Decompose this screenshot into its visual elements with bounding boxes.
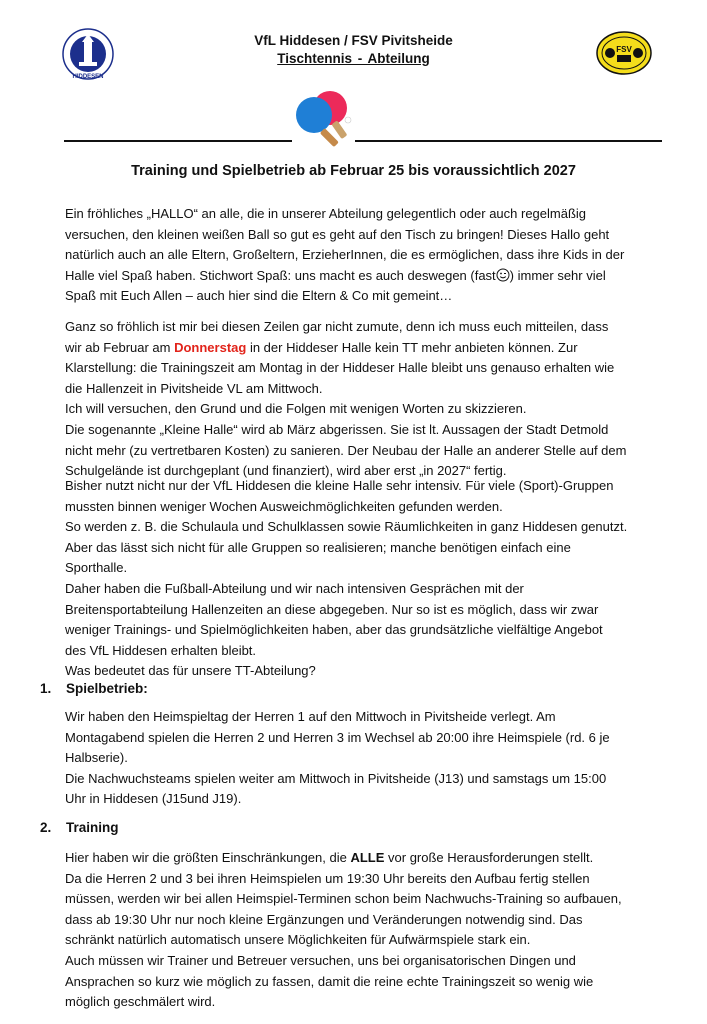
text-line: Breitensportabteilung Hallenzeiten an diese abgegeben. Nur so ist es möglich, dass wir zwar — [65, 601, 599, 617]
text-line: Montagabend spielen die Herren 2 und Herren 3 im Wechsel ab 20:00 ihre Heimspiele (rd. 6 je — [65, 729, 610, 745]
section-title: Training — [66, 820, 119, 835]
text-fragment: Hier haben wir die größten Einschränkungen, die — [65, 850, 351, 865]
text-line: die Hallenzeit in Pivitsheide VL am Mittwoch. — [65, 380, 323, 396]
text-line: Ich will versuchen, den Grund und die Folgen mit wenigen Worten zu skizzieren. — [65, 401, 527, 417]
text-line: des VfL Hiddesen erhalten bleibt. — [65, 642, 257, 658]
text-line — [65, 848, 665, 869]
text-line: schränkt natürlich automatisch unsere Möglichkeiten für Aufwärmspiele stark ein. — [65, 932, 531, 948]
section-heading-spielbetrieb — [40, 681, 148, 696]
text-line: Klarstellung: die Trainingszeit am Montag in der Hiddeser Halle bleibt uns genauso erhalten wie — [65, 360, 615, 376]
text-line — [65, 338, 665, 359]
text-line: müssen, werden wir bei allen Heimspiel-Terminen schon beim Nachwuchs-Training so aufbauen, — [65, 891, 622, 907]
text-line: nicht mehr (zu vertretbaren Kosten) zu sanieren. Der Neubau der Halle an anderer Stelle auf dem — [65, 442, 627, 458]
spielbetrieb-paragraph — [65, 707, 665, 810]
intro-paragraph — [65, 204, 665, 307]
bold-alle: ALLE — [350, 850, 385, 865]
header-rule-left — [64, 140, 292, 142]
text-line: Spaß mit Euch Allen – auch hier sind die Eltern & Co mit gemeint… — [65, 288, 453, 304]
text-line: natürlich auch an alle Eltern, Großeltern, ErzieherInnen, die es ermöglichen, dass ihre Kids in der — [65, 247, 625, 263]
text-line: Schulgelände ist durchgeplant (und finanziert), wird aber erst „in 2027“ fertig. — [65, 463, 507, 479]
text-line: dass ab 19:30 Uhr nur noch kleine Ergänzungen und Veränderungen notwendig sind. Das — [65, 911, 583, 927]
text-line: Ein fröhliches „HALLO“ an alle, die in unserer Abteilung gelegentlich oder auch regelmäßig — [65, 206, 587, 221]
table-tennis-paddles-icon — [288, 88, 358, 150]
text-fragment: in der Hiddeser Halle kein TT mehr anbieten können. Zur — [246, 339, 578, 355]
text-line: mussten binnen weniger Wochen Ausweichmöglichkeiten gefunden werden. — [65, 498, 503, 514]
text-line: weniger Trainings- und Spielmöglichkeiten haben, aber das grundsätzliche vielfältige Angebot — [65, 622, 603, 638]
text-line: möglich geschmälert wird. — [65, 994, 216, 1010]
text-line: Sporthalle. — [65, 560, 128, 576]
announcement-paragraph — [65, 317, 665, 482]
left-logo-text: HIDDESEN — [72, 74, 104, 80]
section-heading-training — [40, 820, 119, 835]
text-line: Die sogenannte „Kleine Halle“ wird ab März abgerissen. Sie ist lt. Aussagen der Stadt Detmold — [65, 421, 609, 437]
section-number: 2. — [40, 820, 52, 835]
header-rule-right — [355, 140, 662, 142]
department-title: Tischtennis - Abteilung — [277, 51, 430, 66]
document-title: Training und Spielbetrieb ab Februar 25 bis voraussichtlich 2027 — [131, 163, 576, 179]
section-title: Spielbetrieb: — [66, 681, 148, 696]
text-line: So werden z. B. die Schulaula und Schulklassen sowie Räumlichkeiten in ganz Hiddesen genutzt. — [65, 519, 628, 535]
text-line: Aber das lässt sich nicht für alle Gruppen so realisieren; manche benötigen einfach eine — [65, 539, 571, 555]
text-fragment: wir ab Februar am — [65, 339, 175, 355]
text-line: Bisher nutzt nicht nur der VfL Hiddesen die kleine Halle sehr intensiv. Für viele (Sport)-Gruppen — [65, 478, 614, 493]
text-line: Daher haben die Fußball-Abteilung und wir nach intensiven Gesprächen mit der — [65, 580, 524, 596]
text-fragment: ) immer sehr viel — [509, 267, 606, 283]
text-line: Die Nachwuchsteams spielen weiter am Mittwoch in Pivitsheide (J13) und samstags um 15:00 — [65, 770, 607, 786]
winking-smiley-icon — [496, 268, 510, 282]
club-title: VfL Hiddesen / FSV Pivitsheide — [254, 33, 453, 48]
text-fragment: vor große Herausforderungen stellt. — [384, 850, 594, 865]
highlight-donnerstag: Donnerstag — [174, 339, 247, 355]
text-line: Ansprachen so kurz wie möglich zu fassen, damit die reine echte Trainingszeit so wenig wie — [65, 973, 594, 989]
text-line — [65, 266, 665, 287]
section-number: 1. — [40, 681, 52, 696]
text-line: Wir haben den Heimspieltag der Herren 1 auf den Mittwoch in Pivitsheide verlegt. Am — [65, 709, 556, 724]
text-line: Da die Herren 2 und 3 bei ihren Heimspielen um 19:30 Uhr bereits den Aufbau fertig stellen — [65, 870, 590, 886]
text-line: Was bedeutet das für unsere TT-Abteilung? — [65, 663, 316, 679]
text-line: Halbserie). — [65, 750, 128, 766]
text-fragment: Halle viel Spaß haben. Stichwort Spaß: uns macht es auch deswegen (fast — [65, 267, 496, 283]
training-paragraph — [65, 848, 665, 1013]
text-line: versuchen, den kleinen weißen Ball so gut es geht auf den Tisch zu bringen! Dieses Hallo geht — [65, 226, 610, 242]
text-line: Auch müssen wir Trainer und Betreuer versuchen, uns bei organisatorischen Dingen und — [65, 952, 576, 968]
text-line: Ganz so fröhlich ist mir bei diesen Zeilen gar nicht zumute, denn ich muss euch mitteilen, dass — [65, 319, 609, 334]
right-logo-text: FSV — [616, 45, 632, 54]
background-paragraph — [65, 476, 665, 682]
text-line: Uhr in Hiddesen (J15und J19). — [65, 791, 242, 807]
